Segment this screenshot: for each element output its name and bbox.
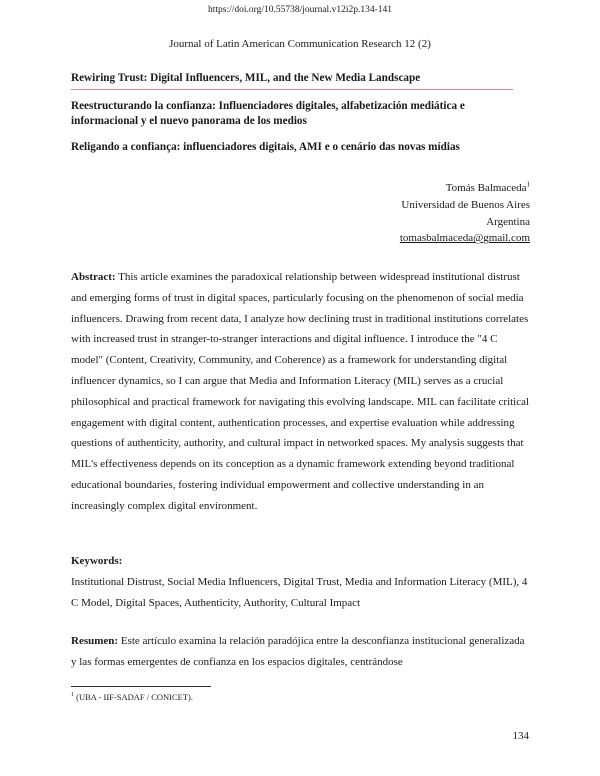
page-number: 134 <box>512 730 529 742</box>
journal-header: Journal of Latin American Communication Research 12 (2) <box>169 38 431 50</box>
resumen-paragraph <box>71 631 531 673</box>
abstract-text: This article examines the paradoxical relationship between widespread institutional distrust and emerging forms of trust in digital spaces, particularly focusing on the phenomenon of social media influencers. Drawing from recent data, I analyze how declining trust in traditional institutions correlates with increased trust in stranger-to-stranger interactions and digital influence. I introduce the "4 C model" (Content, Creativity, Community, and Coherence) as a framework for understanding digital influencer dynamics, so I can argue that Media and Information Literacy (MIL) serves as a crucial philosophical and practical framework for navigating this evolving landscape. MIL can facilitate critical engagement with digital content, authentication processes, and expertise evaluation while addressing questions of authenticity, authority, and cultural impact in networked spaces. My analysis suggests that MIL's effectiveness depends on its conception as a dynamic framework extending beyond traditional educational boundaries, fostering individual empowerment and collective understanding in an increasingly complex digital environment. <box>71 271 530 512</box>
resumen-text: Este artículo examina la relación paradójica entre la desconfianza institucional generalizada y las formas emergentes de confianza en los espacios digitales, centrándose <box>71 635 525 668</box>
footnote <box>71 692 193 702</box>
author-name-line <box>400 180 530 197</box>
author-footnote-marker: 1 <box>526 180 530 189</box>
doi-link[interactable]: https://doi.org/10.55738/journal.v12i2p.134-141 <box>207 5 393 15</box>
author-country: Argentina <box>486 215 530 228</box>
footnote-divider <box>71 686 211 687</box>
title-portuguese: Religando a confiança: influenciadores digitais, AMI e o cenário das novas mídias <box>71 141 460 153</box>
author-name: Tomás Balmaceda <box>445 182 527 194</box>
resumen-label: Resumen: <box>71 635 119 647</box>
author-email-link[interactable]: tomasbalmaceda@gmail.com <box>399 232 530 245</box>
author-block <box>400 180 530 247</box>
title-spanish: Reestructurando la confianza: Influenciadores digitales, alfabetización mediática e informacional y el nuevo panorama de los medios <box>71 100 465 127</box>
abstract-paragraph <box>71 267 531 517</box>
footnote-marker: 1 <box>71 692 74 699</box>
keywords-heading: Keywords: <box>71 555 123 567</box>
keywords-text: Institutional Distrust, Social Media Influencers, Digital Trust, Media and Information Literacy (MIL), 4 C Model, Digital Spaces, Authenticity, Authority, Cultural Impact <box>71 576 528 609</box>
author-affiliation: Universidad de Buenos Aires <box>401 198 530 211</box>
abstract-label: Abstract: <box>71 271 116 283</box>
title-english: Rewiring Trust: Digital Influencers, MIL, and the New Media Landscape <box>71 72 421 84</box>
title-divider <box>71 89 513 90</box>
footnote-text: (UBA - IIF-SADAF / CONICET). <box>74 692 193 702</box>
